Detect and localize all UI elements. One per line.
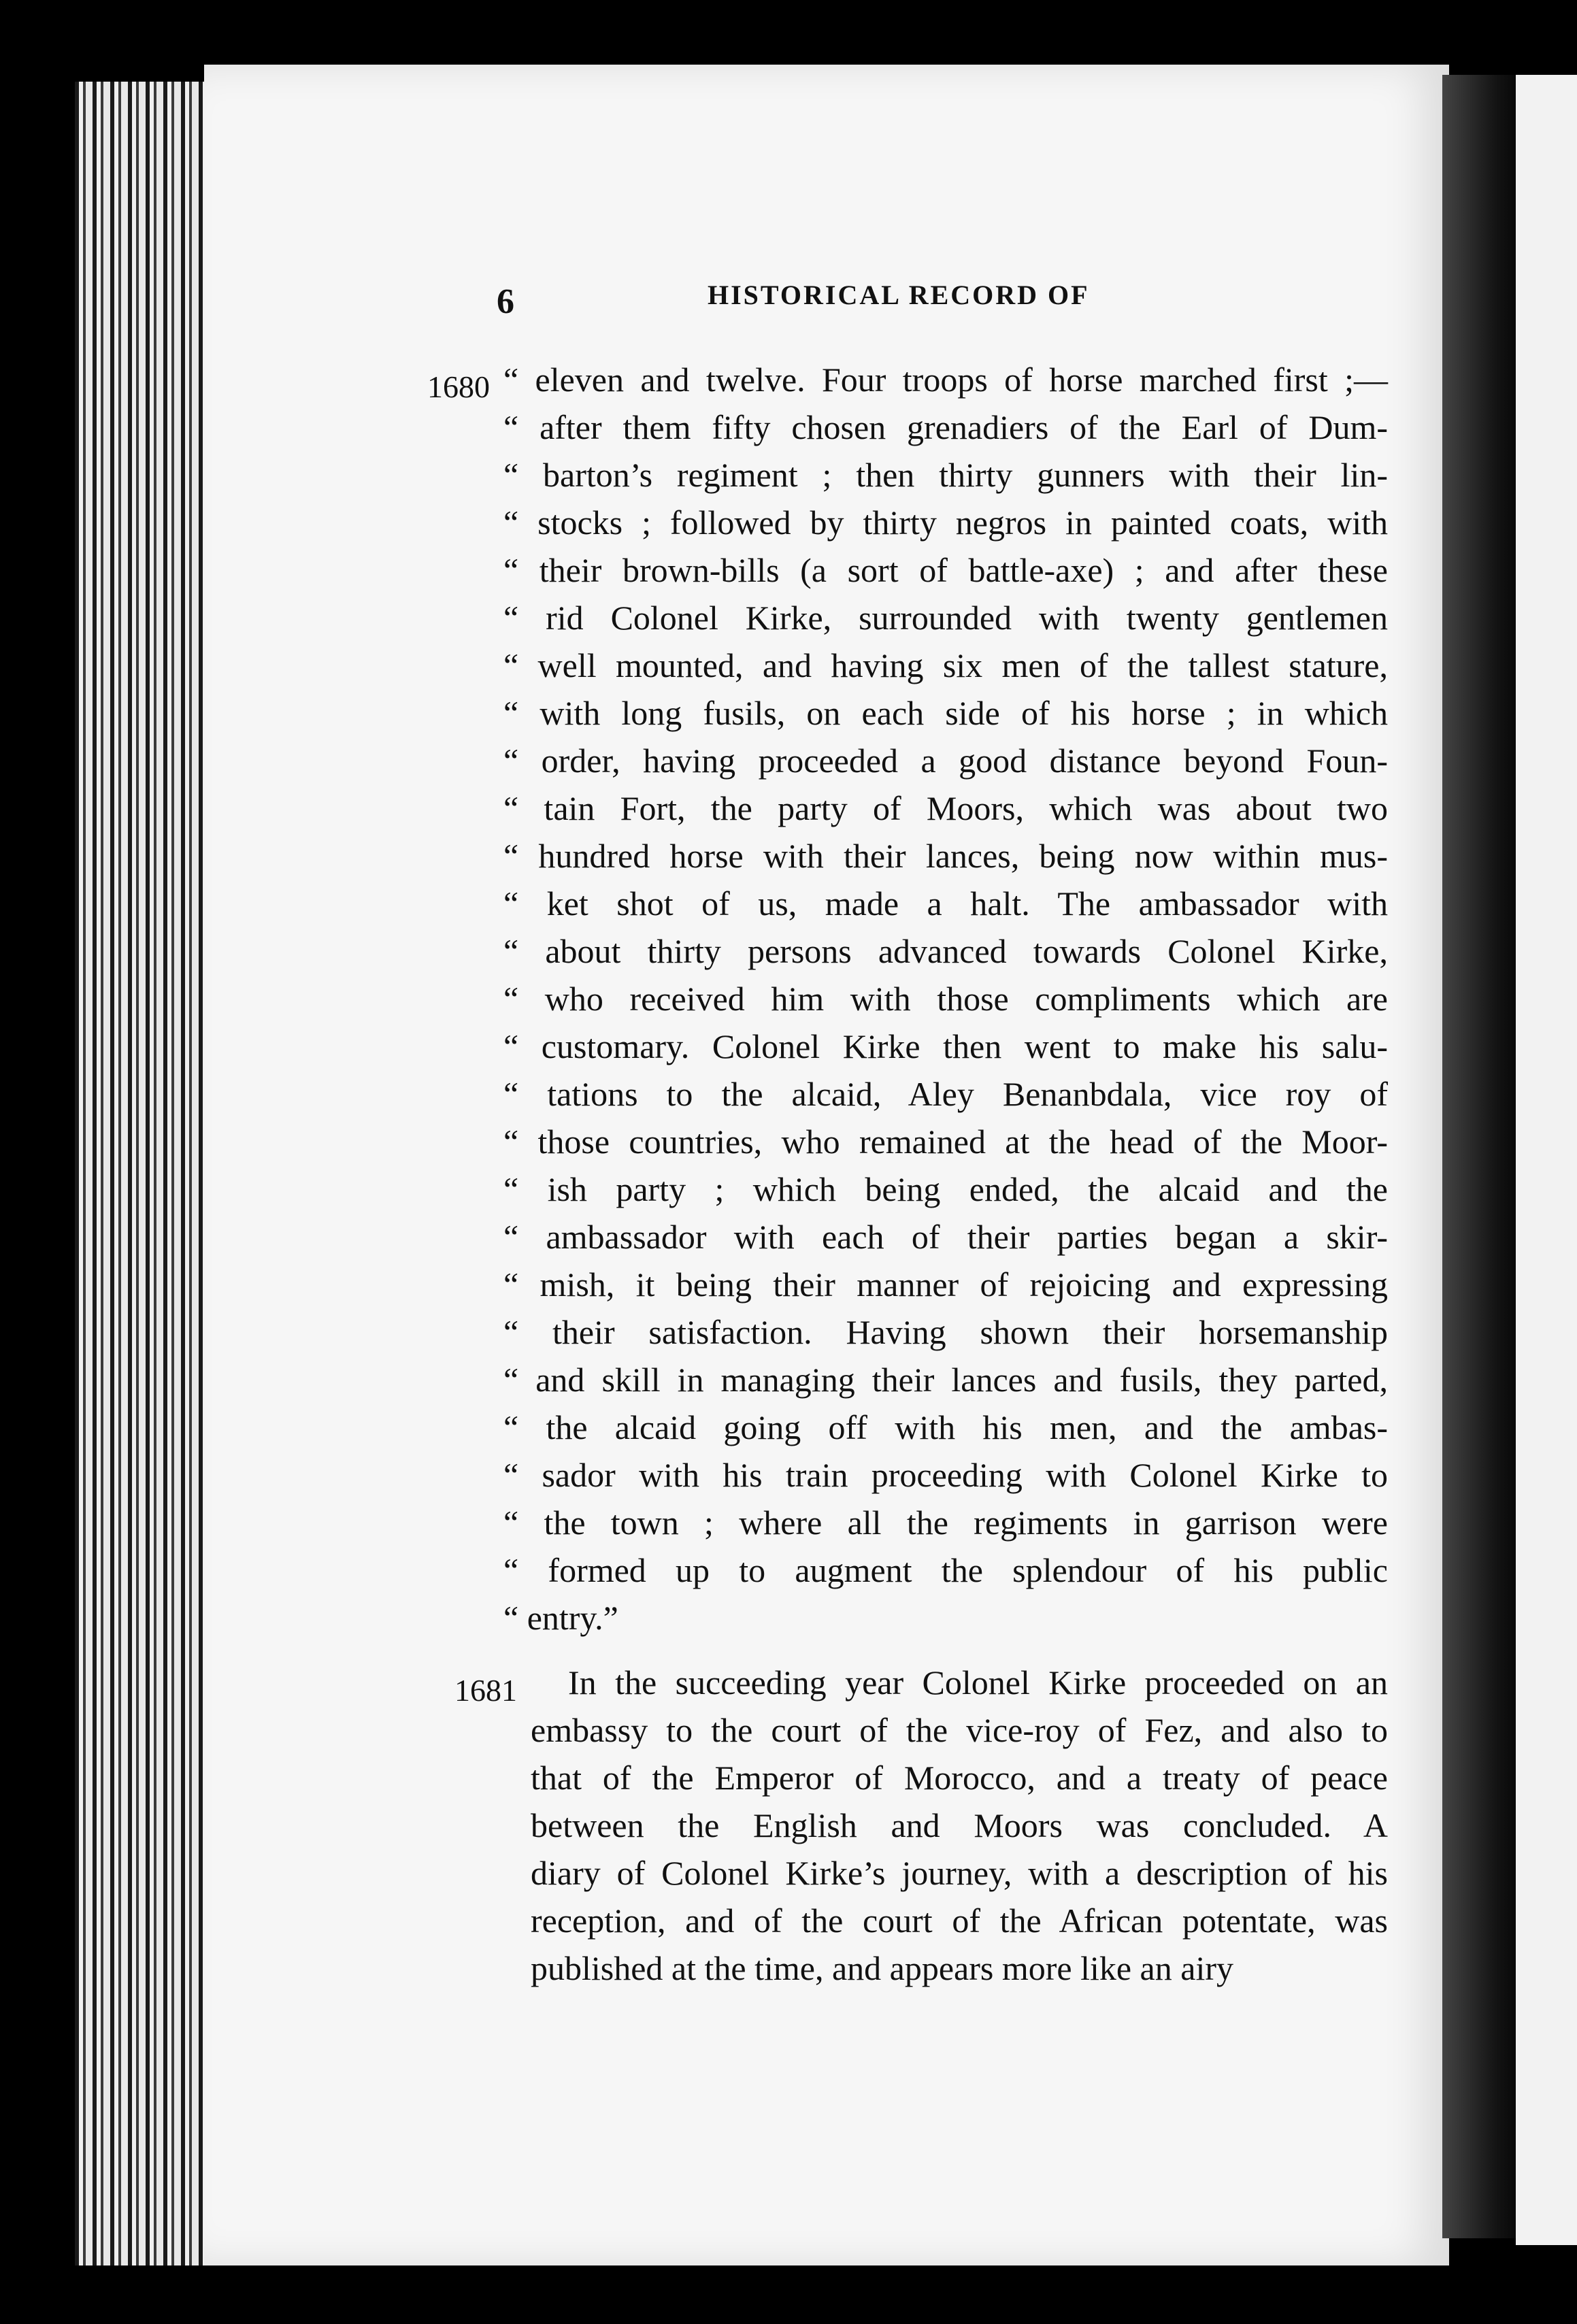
text-line: “ tations to the alcaid, Aley Benanbdala, vice roy of xyxy=(503,1075,1388,1113)
text-line: “ customary. Colonel Kirke then went to make his salu- xyxy=(503,1027,1388,1065)
text-line: that of the Emperor of Morocco, and a treaty of peace xyxy=(531,1759,1388,1797)
facing-page-edge xyxy=(1516,75,1577,2245)
text-line: “ sador with his train proceeding with Colonel Kirke to xyxy=(503,1456,1388,1494)
text-line: “ after them fifty chosen grenadiers of the Earl of Dum- xyxy=(503,408,1388,446)
text-line: reception, and of the court of the African potentate, was xyxy=(531,1902,1388,1940)
text-line: “ ket shot of us, made a halt. The ambassador with xyxy=(503,884,1388,923)
text-line: “ with long fusils, on each side of his horse ; in which xyxy=(503,694,1388,732)
text-line: “ entry.” xyxy=(503,1599,618,1637)
text-line: “ eleven and twelve. Four troops of horse marched first ;— xyxy=(503,361,1388,399)
text-line: “ who received him with those compliments which are xyxy=(503,980,1388,1018)
margin-year-1680: 1680 xyxy=(427,369,490,404)
text-line: “ barton’s regiment ; then thirty gunners with their lin- xyxy=(503,456,1388,494)
text-line: embassy to the court of the vice-roy of Fez, and also to xyxy=(531,1711,1388,1749)
text-line: “ their satisfaction. Having shown their horsemanship xyxy=(503,1313,1388,1351)
text-line: “ mish, it being their manner of rejoicing and expressing xyxy=(503,1265,1388,1304)
text-line: published at the time, and appears more like an airy xyxy=(531,1949,1233,1987)
text-line: “ well mounted, and having six men of the tallest stature, xyxy=(503,646,1388,684)
page-number: 6 xyxy=(497,282,514,321)
text-line: between the English and Moors was concluded. A xyxy=(531,1806,1388,1844)
text-line: “ order, having proceeded a good distance beyond Foun- xyxy=(503,742,1388,780)
text-line: “ stocks ; followed by thirty negros in painted coats, with xyxy=(503,503,1388,542)
text-line: “ those countries, who remained at the head of the Moor- xyxy=(503,1123,1388,1161)
text-line: In the succeeding year Colonel Kirke proceeded on an xyxy=(568,1663,1388,1702)
text-line: “ their brown-bills (a sort of battle-axe) ; and after these xyxy=(503,551,1388,589)
running-head: HISTORICAL RECORD OF xyxy=(708,280,1090,310)
text-line: “ ish party ; which being ended, the alcaid and the xyxy=(503,1170,1388,1208)
text-line: “ the town ; where all the regiments in garrison were xyxy=(503,1504,1388,1542)
text-line: “ ambassador with each of their parties began a skir- xyxy=(503,1218,1388,1256)
text-line: diary of Colonel Kirke’s journey, with a description of his xyxy=(531,1854,1388,1892)
text-line: “ tain Fort, the party of Moors, which was about two xyxy=(503,789,1388,827)
text-line: “ formed up to augment the splendour of his public xyxy=(503,1551,1388,1589)
text-line: “ the alcaid going off with his men, and the ambas- xyxy=(503,1408,1388,1446)
text-line: “ about thirty persons advanced towards Colonel Kirke, xyxy=(503,932,1388,970)
text-line: “ and skill in managing their lances and fusils, they parted, xyxy=(503,1361,1388,1399)
margin-year-1681: 1681 xyxy=(454,1673,517,1708)
text-line: “ hundred horse with their lances, being now within mus- xyxy=(503,837,1388,875)
text-line: “ rid Colonel Kirke, surrounded with twenty gentlemen xyxy=(503,599,1388,637)
